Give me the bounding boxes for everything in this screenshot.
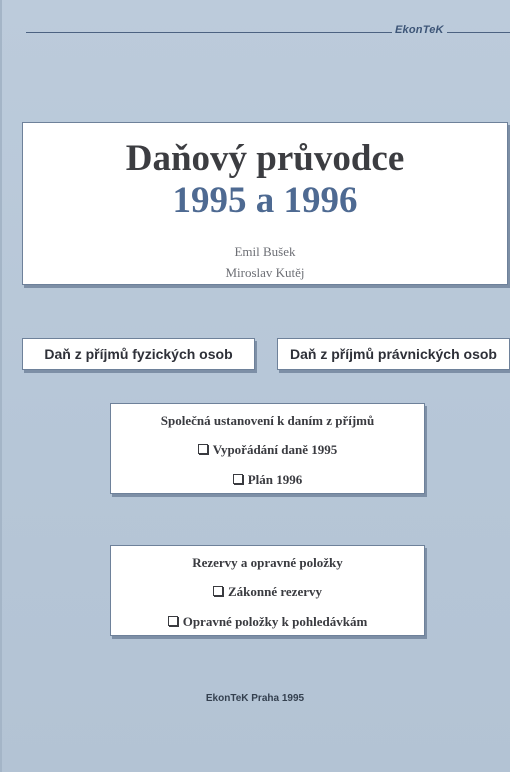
brand-logo: EkonTeK: [392, 24, 447, 36]
cover-edge: [0, 0, 2, 772]
section-item: [111, 614, 424, 630]
section-item: [111, 472, 424, 488]
author-name: Emil Bušek: [234, 244, 296, 259]
book-title: Daňový průvodce: [125, 138, 405, 179]
section-item: [111, 442, 424, 458]
checkbox-icon: [198, 444, 208, 454]
checkbox-icon: [213, 586, 223, 596]
publisher-imprint: EkonTeK Praha 1995: [205, 693, 305, 704]
section-item: [111, 584, 424, 600]
section-item-label: Opravné položky k pohledávkám: [182, 614, 368, 629]
section-common-provisions: [110, 403, 425, 494]
section-item-label: Zákonné rezervy: [228, 584, 322, 599]
topic-tab-corporations: Daň z příjmů právnických osob: [277, 338, 510, 370]
section-heading: Rezervy a opravné položky: [192, 555, 343, 570]
book-years: 1995 a 1996: [172, 180, 358, 221]
topic-tab-individuals: Daň z příjmů fyzických osob: [22, 338, 255, 370]
section-item-label: Plán 1996: [247, 472, 303, 487]
section-heading: Společná ustanovení k daním z příjmů: [160, 413, 375, 428]
title-box: [22, 122, 508, 285]
author-name: Miroslav Kutěj: [225, 265, 305, 280]
section-item-label: Vypořádání daně 1995: [212, 442, 338, 457]
checkbox-icon: [168, 616, 178, 626]
checkbox-icon: [233, 474, 243, 484]
section-reserves: [110, 545, 425, 636]
